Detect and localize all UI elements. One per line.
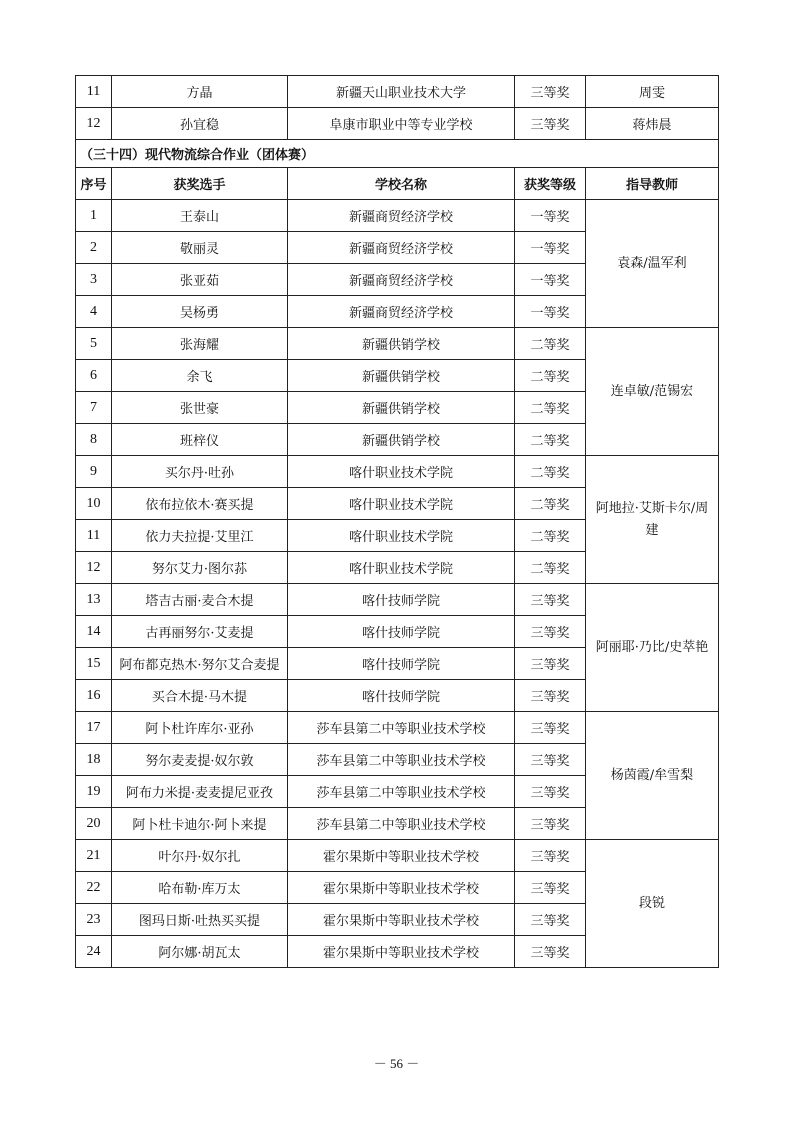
award-level: 三等奖	[515, 76, 586, 108]
award-level: 三等奖	[515, 680, 586, 712]
winner-name: 图玛日斯·吐热买买提	[112, 904, 288, 936]
row-number: 22	[76, 872, 112, 904]
header-teacher: 指导教师	[586, 168, 719, 200]
award-level: 二等奖	[515, 456, 586, 488]
award-level: 三等奖	[515, 808, 586, 840]
award-level: 三等奖	[515, 584, 586, 616]
table-row	[76, 328, 719, 360]
row-number: 18	[76, 744, 112, 776]
winner-name: 阿卜杜卡迪尔·阿卜来提	[112, 808, 288, 840]
school-name: 喀什技师学院	[288, 680, 515, 712]
award-level: 一等奖	[515, 264, 586, 296]
row-number: 21	[76, 840, 112, 872]
award-level: 二等奖	[515, 424, 586, 456]
school-name: 新疆商贸经济学校	[288, 200, 515, 232]
row-number: 4	[76, 296, 112, 328]
award-level: 三等奖	[515, 648, 586, 680]
table-row	[76, 76, 719, 108]
row-number: 13	[76, 584, 112, 616]
school-name: 喀什职业技术学院	[288, 520, 515, 552]
winner-name: 张世豪	[112, 392, 288, 424]
table-row	[76, 712, 719, 744]
header-school: 学校名称	[288, 168, 515, 200]
header-row	[76, 168, 719, 200]
header-no: 序号	[76, 168, 112, 200]
winner-name: 敬丽灵	[112, 232, 288, 264]
row-number: 8	[76, 424, 112, 456]
award-level: 二等奖	[515, 520, 586, 552]
winner-name: 努尔麦麦提·奴尔敦	[112, 744, 288, 776]
row-number: 16	[76, 680, 112, 712]
teacher-name: 阿丽耶·乃比/史萃艳	[586, 584, 719, 712]
winner-name: 古再丽努尔·艾麦提	[112, 616, 288, 648]
school-name: 喀什职业技术学院	[288, 488, 515, 520]
award-level: 一等奖	[515, 296, 586, 328]
table-row	[76, 200, 719, 232]
award-level: 一等奖	[515, 200, 586, 232]
row-number: 9	[76, 456, 112, 488]
teacher-name: 蒋炜晨	[586, 108, 719, 140]
row-number: 11	[76, 76, 112, 108]
school-name: 莎车县第二中等职业技术学校	[288, 712, 515, 744]
award-level: 二等奖	[515, 328, 586, 360]
winner-name: 阿布都克热木·努尔艾合麦提	[112, 648, 288, 680]
row-number: 14	[76, 616, 112, 648]
winner-name: 吴杨勇	[112, 296, 288, 328]
school-name: 新疆供销学校	[288, 392, 515, 424]
school-name: 霍尔果斯中等职业技术学校	[288, 872, 515, 904]
school-name: 霍尔果斯中等职业技术学校	[288, 840, 515, 872]
award-level: 三等奖	[515, 108, 586, 140]
winner-name: 孙宜稳	[112, 108, 288, 140]
winner-name: 哈布勒·库万太	[112, 872, 288, 904]
teacher-name: 周雯	[586, 76, 719, 108]
winner-name: 张海耀	[112, 328, 288, 360]
school-name: 喀什技师学院	[288, 616, 515, 648]
school-name: 喀什职业技术学院	[288, 552, 515, 584]
row-number: 2	[76, 232, 112, 264]
school-name: 新疆商贸经济学校	[288, 264, 515, 296]
winner-name: 阿尔娜·胡瓦太	[112, 936, 288, 968]
teacher-name: 段锐	[586, 840, 719, 968]
award-level: 三等奖	[515, 872, 586, 904]
school-name: 莎车县第二中等职业技术学校	[288, 776, 515, 808]
award-level: 三等奖	[515, 744, 586, 776]
award-level: 二等奖	[515, 488, 586, 520]
school-name: 新疆天山职业技术大学	[288, 76, 515, 108]
school-name: 莎车县第二中等职业技术学校	[288, 744, 515, 776]
school-name: 喀什技师学院	[288, 584, 515, 616]
row-number: 7	[76, 392, 112, 424]
row-number: 24	[76, 936, 112, 968]
header-award: 获奖等级	[515, 168, 586, 200]
row-number: 23	[76, 904, 112, 936]
award-level: 三等奖	[515, 712, 586, 744]
teacher-name: 连卓敏/范锡宏	[586, 328, 719, 456]
winner-name: 王泰山	[112, 200, 288, 232]
table-row	[76, 456, 719, 488]
row-number: 20	[76, 808, 112, 840]
school-name: 新疆商贸经济学校	[288, 296, 515, 328]
teacher-name: 杨茵霞/牟雪梨	[586, 712, 719, 840]
school-name: 莎车县第二中等职业技术学校	[288, 808, 515, 840]
row-number: 10	[76, 488, 112, 520]
teacher-name: 阿地拉·艾斯卡尔/周建	[586, 456, 719, 584]
school-name: 新疆商贸经济学校	[288, 232, 515, 264]
school-name: 喀什职业技术学院	[288, 456, 515, 488]
school-name: 新疆供销学校	[288, 424, 515, 456]
award-level: 三等奖	[515, 776, 586, 808]
winner-name: 买合木提·马木提	[112, 680, 288, 712]
row-number: 5	[76, 328, 112, 360]
winner-name: 余飞	[112, 360, 288, 392]
row-number: 3	[76, 264, 112, 296]
row-number: 12	[76, 108, 112, 140]
winner-name: 依力夫拉提·艾里江	[112, 520, 288, 552]
award-level: 二等奖	[515, 392, 586, 424]
school-name: 新疆供销学校	[288, 328, 515, 360]
row-number: 15	[76, 648, 112, 680]
winner-name: 塔吉古丽·麦合木提	[112, 584, 288, 616]
row-number: 6	[76, 360, 112, 392]
row-number: 12	[76, 552, 112, 584]
winner-name: 班梓仪	[112, 424, 288, 456]
award-level: 三等奖	[515, 936, 586, 968]
winner-name: 叶尔丹·奴尔扎	[112, 840, 288, 872]
award-level: 二等奖	[515, 552, 586, 584]
award-level: 三等奖	[515, 904, 586, 936]
winner-name: 方晶	[112, 76, 288, 108]
section-title: （三十四）现代物流综合作业（团体赛）	[76, 140, 719, 168]
winner-name: 阿卜杜许库尔·亚孙	[112, 712, 288, 744]
row-number: 1	[76, 200, 112, 232]
winner-name: 买尔丹·吐孙	[112, 456, 288, 488]
row-number: 11	[76, 520, 112, 552]
winner-name: 阿布力米提·麦麦提尼亚孜	[112, 776, 288, 808]
award-level: 一等奖	[515, 232, 586, 264]
school-name: 喀什技师学院	[288, 648, 515, 680]
award-level: 二等奖	[515, 360, 586, 392]
award-level: 三等奖	[515, 840, 586, 872]
row-number: 19	[76, 776, 112, 808]
school-name: 阜康市职业中等专业学校	[288, 108, 515, 140]
table-row	[76, 584, 719, 616]
awards-table	[75, 75, 719, 968]
header-name: 获奖选手	[112, 168, 288, 200]
winner-name: 依布拉依木·赛买提	[112, 488, 288, 520]
teacher-name: 袁森/温军利	[586, 200, 719, 328]
school-name: 新疆供销学校	[288, 360, 515, 392]
table-row	[76, 108, 719, 140]
award-level: 三等奖	[515, 616, 586, 648]
row-number: 17	[76, 712, 112, 744]
page-number: － 56 －	[373, 1056, 420, 1071]
school-name: 霍尔果斯中等职业技术学校	[288, 936, 515, 968]
winner-name: 努尔艾力·图尔荪	[112, 552, 288, 584]
awards-table-body	[76, 76, 719, 968]
winner-name: 张亚茹	[112, 264, 288, 296]
table-row	[76, 840, 719, 872]
school-name: 霍尔果斯中等职业技术学校	[288, 904, 515, 936]
section-row	[76, 140, 719, 168]
